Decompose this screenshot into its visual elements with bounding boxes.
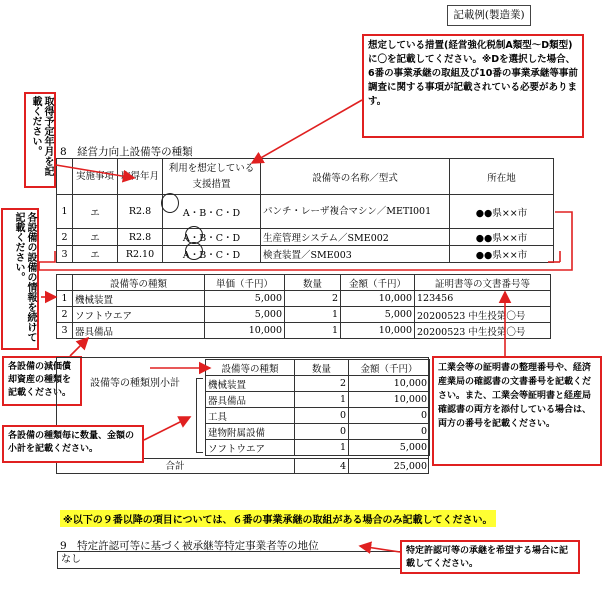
row-support: A・B・C・D: [163, 229, 261, 246]
callout-each-equipment: 各設備の設備の情報を続けて記載ください。: [1, 208, 39, 350]
row-type: 建物附属設備: [206, 424, 295, 440]
row-type: ソフトウエア: [73, 307, 205, 323]
row-quantity: 1: [285, 323, 341, 339]
header-no: [57, 275, 73, 291]
row-certificate: 123456: [415, 291, 551, 307]
header-amount: 金額（千円）: [341, 275, 415, 291]
section8-table: [56, 158, 554, 263]
subtotal-row-label: 設備等の種類別小計: [90, 378, 180, 389]
row-quantity: 2: [295, 376, 349, 392]
divider: [294, 458, 295, 474]
row-amount: 5,000: [341, 307, 415, 323]
row-no: 1: [57, 291, 73, 307]
callout-special-permit: 特定許認可等の承継を希望する場合に記載してください。: [400, 540, 580, 574]
header-support-measures: 利用を想定している支援措置: [163, 159, 261, 195]
row-unit-price: 10,000: [205, 323, 285, 339]
section9-title: 9 特定許認可等に基づく被承継等特定事業者等の地位: [60, 540, 319, 552]
row-type: 工具: [206, 408, 295, 424]
row-support: A・B・C・D: [163, 195, 261, 229]
row-quantity: 0: [295, 408, 349, 424]
row-support: A・B・C・D: [163, 246, 261, 263]
row-unit-price: 5,000: [205, 307, 285, 323]
row-certificate: 20200523 中生投第〇号: [415, 323, 551, 339]
selected-measure-circle: [185, 242, 203, 260]
callout-depreciable-asset: 各設備の減価償却資産の種類を記載ください。: [2, 356, 82, 406]
header-equipment-name: 設備等の名称／型式: [261, 159, 450, 195]
row-location: ●●県××市: [450, 229, 554, 246]
row-location: ●●県××市: [450, 195, 554, 229]
row-location: ●●県××市: [450, 246, 554, 263]
row-type: 機械装置: [73, 291, 205, 307]
row-type: 器具備品: [73, 323, 205, 339]
header-acquisition: 取得年月: [118, 159, 163, 195]
row-quantity: 1: [295, 392, 349, 408]
header-type: 設備等の種類: [206, 360, 295, 376]
row-type: ソフトウエア: [206, 440, 295, 456]
row-amount: 10,000: [341, 291, 415, 307]
row-equipment-name: 生産管理システム／SME002: [261, 229, 450, 246]
row-acquisition: R2.8: [118, 195, 163, 229]
row-certificate: 20200523 中生投第〇号: [415, 307, 551, 323]
header-type: 設備等の種類: [73, 275, 205, 291]
header-quantity: 数量: [285, 275, 341, 291]
row-type: 機械装置: [206, 376, 295, 392]
row-no: 2: [57, 229, 73, 246]
callout-certificate-number: 工業会等の証明書の整理番号や、経済産業局の確認書の文書番号を記載ください。また、工業会等証明書と経産局確認書の両方を添付している場合は、両方の番号を記載ください。: [432, 356, 602, 466]
row-category: エ: [73, 246, 118, 263]
section9-value: なし: [57, 551, 404, 569]
header-amount: 金額（千円）: [349, 360, 430, 376]
row-amount: 0: [349, 408, 430, 424]
row-category: エ: [73, 229, 118, 246]
row-type: 器具備品: [206, 392, 295, 408]
header-category: 実施事項: [73, 159, 118, 195]
subtotal-table: [205, 359, 430, 456]
bracket: [196, 378, 203, 453]
notice-banner: ※以下の９番以降の項目については、６番の事業承継の取組がある場合のみ記載してください。: [60, 510, 496, 527]
callout-acquisition-date: 取得予定年月を記載ください。: [24, 92, 56, 188]
header-unit-price: 単価（千円）: [205, 275, 285, 291]
row-no: 3: [57, 323, 73, 339]
row-amount: 10,000: [349, 392, 430, 408]
row-no: 1: [57, 195, 73, 229]
document-label: 記載例(製造業): [447, 5, 531, 26]
header-no: [57, 159, 73, 195]
total-label: 合計: [165, 461, 185, 472]
callout-measures: 想定している措置(経営強化税制A類型～D類型)に〇を記載してください。※Dを選択した場合、6番の事業承継の取組及び10番の事業承継等事前調査に関する事項が記載されている必要があります。: [362, 34, 584, 138]
section8-title: 8 経営力向上設備等の種類: [60, 146, 193, 158]
row-amount: 0: [349, 424, 430, 440]
header-quantity: 数量: [295, 360, 349, 376]
row-no: 2: [57, 307, 73, 323]
row-acquisition: R2.10: [118, 246, 163, 263]
total-quantity: 4: [339, 461, 346, 472]
equipment-detail-table: [56, 274, 551, 339]
row-amount: 10,000: [341, 323, 415, 339]
row-quantity: 1: [285, 307, 341, 323]
header-certificate: 証明書等の文書番号等: [415, 275, 551, 291]
row-equipment-name: パンチ・レーザ複合マシン／METI001: [261, 195, 450, 229]
row-quantity: 2: [285, 291, 341, 307]
total-amount: 25,000: [393, 461, 427, 472]
row-unit-price: 5,000: [205, 291, 285, 307]
divider: [348, 458, 349, 474]
header-location: 所在地: [450, 159, 554, 195]
row-quantity: 0: [295, 424, 349, 440]
row-amount: 10,000: [349, 376, 430, 392]
row-equipment-name: 検査装置／SME003: [261, 246, 450, 263]
row-quantity: 1: [295, 440, 349, 456]
row-no: 3: [57, 246, 73, 263]
callout-subtotal: 各設備の種類毎に数量、金額の小計を記載ください。: [2, 425, 144, 463]
row-category: エ: [73, 195, 118, 229]
row-amount: 5,000: [349, 440, 430, 456]
selected-measure-circle: [161, 193, 179, 213]
row-acquisition: R2.8: [118, 229, 163, 246]
